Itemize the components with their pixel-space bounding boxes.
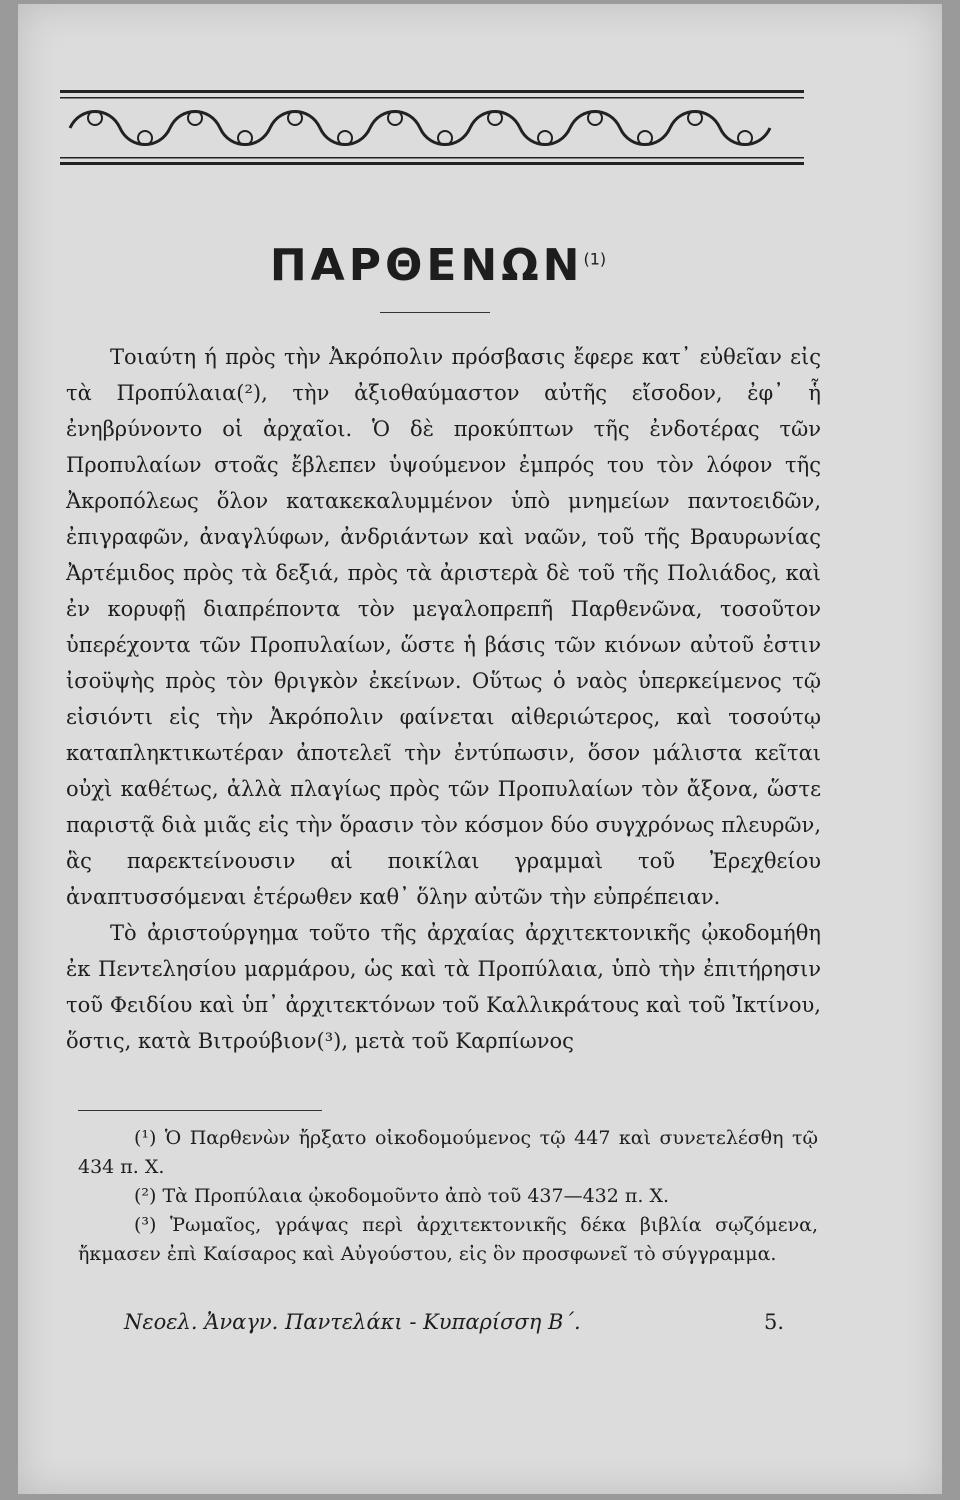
footnote-2: (²) Τὰ Προπύλαια ᾠκοδομοῦντο ἀπὸ τοῦ 437—432 π. Χ. [134,1185,670,1207]
paragraph: Τὸ ἀριστούργημα τοῦτο τῆς ἀρχαίας ἀρχιτεκτονικῆς ᾠκοδομήθη ἐκ Πεντελησίου μαρμάρου, ὡς καὶ τὰ Προπύλαια, ὑπὸ τὴν ἐπιτήρησιν τοῦ Φειδίου καὶ ὑπ᾽ ἀρχιτεκτόνων τοῦ Καλλικράτους καὶ τοῦ Ἰκτίνου, ὅστις, κατὰ Βιτρούβιον(³), μετὰ τοῦ Καρπίωνος [66,921,821,1053]
page-number: 5. [763,1310,784,1334]
page-title [208,240,668,291]
body-text [66,339,821,1059]
ornament-band-icon [60,90,804,166]
footnote-divider [78,1110,322,1111]
footnote-3: (³) Ῥωμαῖος, γράψας περὶ ἀρχιτεκτονικῆς δέκα βιβλία σῳζόμενα, ἤκμασεν ἐπὶ Καίσαρος καὶ Αὐγούστου, εἰς ὃν προσφωνεῖ τὸ σύγγραμμα. [78,1214,818,1265]
paragraph: Τοιαύτη ή πρὸς τὴν Ἀκρόπολιν πρόσβασις ἔφερε κατ᾽ εὐθεῖαν εἰς τὰ Προπύλαια(²), τὴν ἀξιοθαύμαστον αὐτῆς εἴσοδον, ἐφ᾽ ἧ ἐνηβρύνοντο οἱ ἀρχαῖοι. Ὁ δὲ προκύπτων τῆς ἐνδοτέρας τῶν Προπυλαίων στοᾶς ἔβλεπεν ὑψούμενον ἐμπρός του τὸν λόφον τῆς Ἀκροπόλεως ὅλον κατακεκαλυμμένον ὑπὸ μνημείων παντοειδῶν, ἐπιγραφῶν, ἀναγλύφων, ἀνδριάντων καὶ ναῶν, τοῦ τῆς Βραυρωνίας Ἀρτέμιδος πρὸς τὰ δεξιά, πρὸς τὰ ἀριστερὰ δὲ τοῦ τῆς Πολιάδος, καὶ ἐν κορυφῇ διαπρέποντα τὸν μεγαλοπρεπῆ Παρθενῶνα, τοσοῦτον ὑπερέχοντα τῶν Προπυλαίων, ὥστε ἡ βάσις τῶν κιόνων αὐτοῦ ἐστιν ἰσοϋψὴς πρὸς τὸν θριγκὸν ἐκείνων. Οὕτως ὁ ναὸς ὑπερκείμενος τῷ εἰσιόντι εἰς τὴν Ἀκρόπολιν φαίνεται αἰθεριώτερος, καὶ τοσούτῳ καταπληκτικωτέραν ἀποτελεῖ τὴν ἐντύπωσιν, ὅσον μάλιστα κεῖται οὐχὶ καθέτως, ἀλλὰ πλαγίως πρὸς τῶν Προπυλαίων τὸν ἄξονα, ὥστε παριστᾷ διὰ μιᾶς εἰς τὴν ὅρασιν τὸν κόσμον δύο συγχρόνως πλευρῶν, ἃς παρεκτείνουσιν αἱ ποικίλαι γραμμαὶ τοῦ Ἐρεχθείου ἀναπτυσσόμεναι ἑτέρωθεν καθ᾽ ὅλην αὐτῶν τὴν εὐπρέπειαν. [66,345,821,909]
page [18,4,942,1494]
page-footer [124,1310,784,1334]
title-divider [380,312,490,313]
title-note-marker: (1) [583,249,607,269]
footnote-1: (¹) Ὁ Παρθενὼν ἤρξατο οἰκοδομούμενος τῷ 447 καὶ συνετελέσθη τῷ 434 π. Χ. [78,1127,818,1178]
footer-signature: Νεοελ. Ἀναγν. Παντελάκι - Κυπαρίσση Β΄. [124,1310,581,1334]
footnotes [78,1124,818,1269]
title-text: ΠΑΡΘΕΝΩΝ [269,240,584,291]
